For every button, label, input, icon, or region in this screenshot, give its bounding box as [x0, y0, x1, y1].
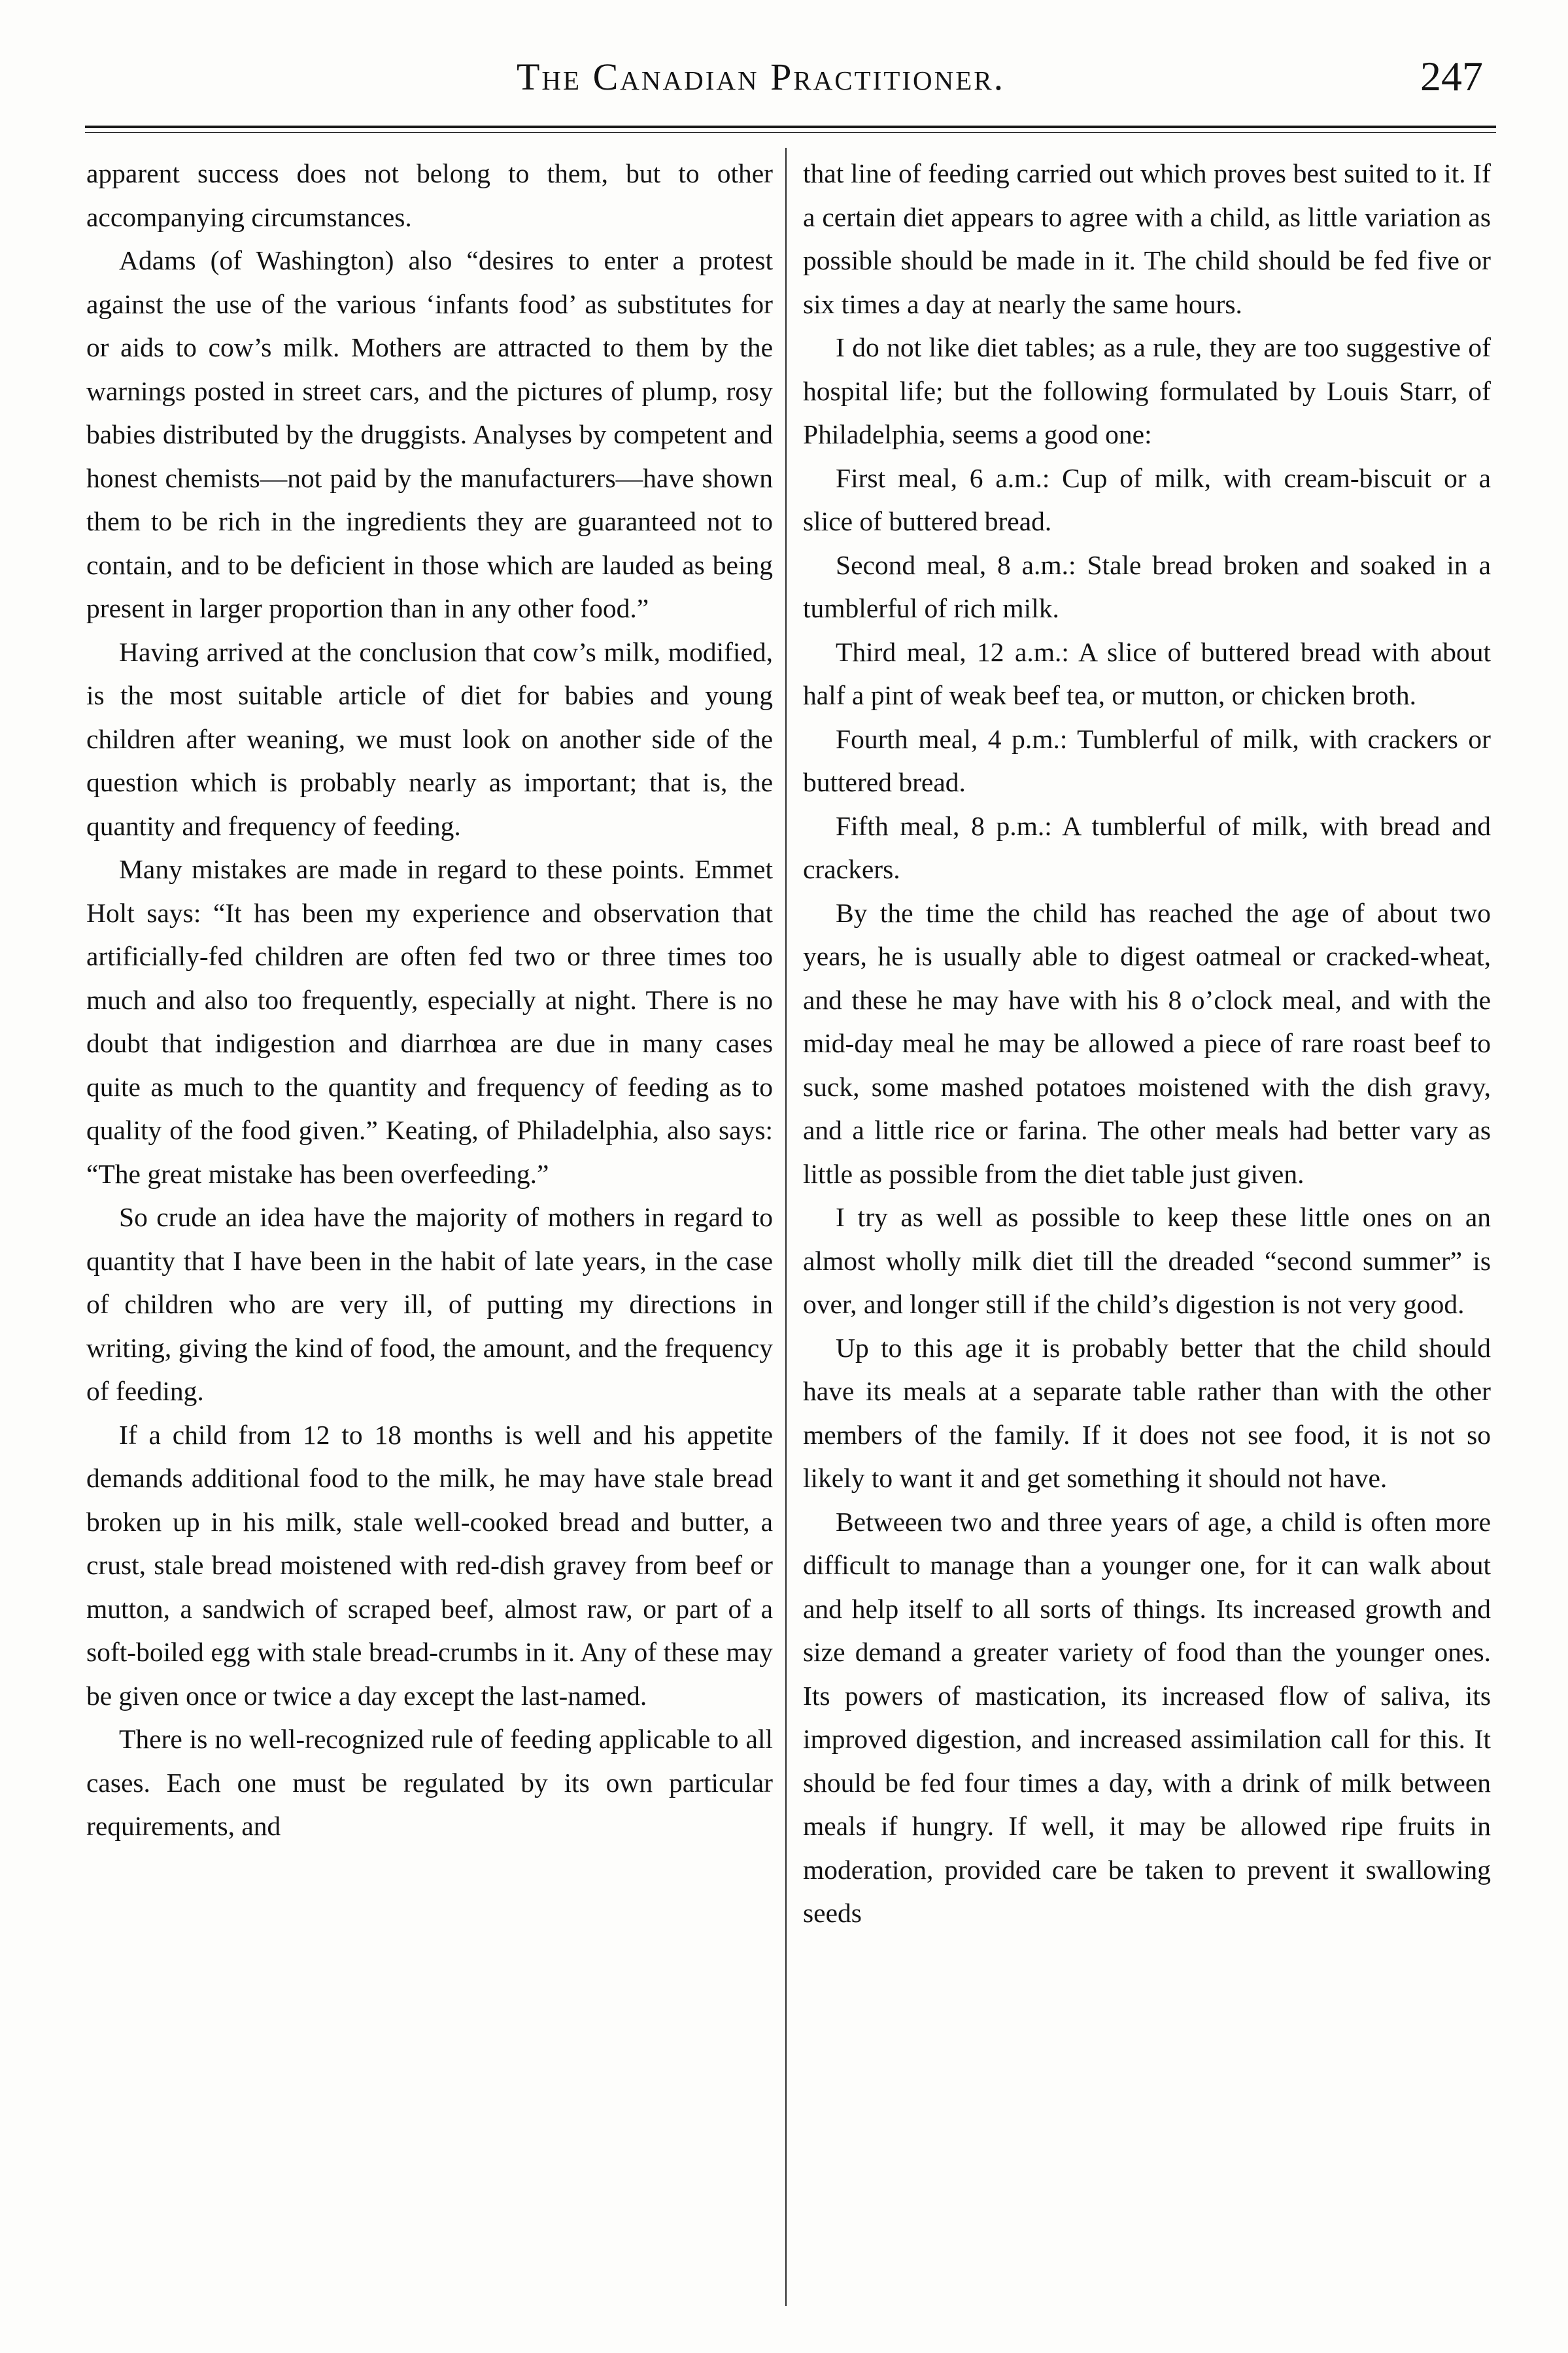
- paragraph: I try as well as possible to keep these little ones on an almost wholly milk diet till the dreaded “second summer” is over, and longer still if the child’s digestion is not very good.: [803, 1202, 1491, 1319]
- journal-title: The Canadian Practitioner.: [517, 56, 1006, 98]
- column-divider: [785, 148, 787, 2306]
- paragraph: Many mistakes are made in regard to these points. Emmet Holt says: “It has been my experience and observation that artificially-fed children are often fed two or three times too much and also too frequently, especially at night. There is no doubt that indigestion and diarrhœa are due in many cases quite as much to the quantity and frequency of feeding as to quality of the food given.” Keating, of Philadelphia, also says: “The great mistake has been overfeeding.”: [86, 854, 773, 1189]
- diet-table-entry: Fifth meal, 8 p.m.: A tumblerful of milk, with bread and crackers.: [803, 810, 1491, 884]
- paragraph: apparent success does not belong to them, but to other accompanying circumstances.: [86, 158, 773, 232]
- page-number: 247: [1420, 53, 1483, 99]
- paragraph: Adams (of Washington) also “desires to enter a protest against the use of the various ‘infants food’ as substitutes for or aids to cow’s milk. Mothers are attracted to them by the warnings posted in street cars, and the pictures of plump, rosy babies distributed by the druggists. Analyses by competent and honest chemists—not paid by the manufacturers—have shown them to be rich in the ingredients they are guaranteed not to contain, and to be deficient in those which are lauded as being present in larger proportion than in any other food.”: [86, 245, 773, 623]
- paragraph: By the time the child has reached the age of about two years, he is usually able to digest oatmeal or cracked-wheat, and these he may have with his 8 o’clock meal, and with the mid-day meal he may be allowed a piece of rare roast beef to suck, some mashed potatoes moistened with the dish gravy, and a little rice or farina. The other meals had better vary as little as possible from the diet table just given.: [803, 897, 1491, 1189]
- diet-table-entry: Second meal, 8 a.m.: Stale bread broken and soaked in a tumblerful of rich milk.: [803, 549, 1491, 623]
- header-rule: [85, 126, 1496, 128]
- diet-table-entry: First meal, 6 a.m.: Cup of milk, with cream-biscuit or a slice of buttered bread.: [803, 462, 1491, 536]
- running-head: [0, 46, 1568, 105]
- paragraph: Having arrived at the conclusion that cow’s milk, modified, is the most suitable article of diet for babies and young children after weaning, we must look on another side of the question which is probably nearly as important; that is, the quantity and frequency of feeding.: [86, 636, 773, 841]
- diet-table-entry: Third meal, 12 a.m.: A slice of buttered bread with about half a pint of weak beef tea, or mutton, or chicken broth.: [803, 636, 1491, 710]
- paragraph: If a child from 12 to 18 months is well and his appetite demands additional food to the milk, he may have stale bread broken up in his milk, stale well-cooked bread and butter, a crust, stale bread moistened with red-dish gravey from beef or mutton, a sandwich of scraped beef, almost raw, or part of a soft-boiled egg with stale bread-crumbs in it. Any of these may be given once or twice a day except the last-named.: [86, 1419, 773, 1711]
- paragraph: Up to this age it is probably better that the child should have its meals at a separate table rather than with the other members of the family. If it does not see food, it is not so likely to want it and get something it should not have.: [803, 1332, 1491, 1493]
- paragraph: There is no well-recognized rule of feeding applicable to all cases. Each one must be regulated by its own particular requirements, and: [86, 1724, 773, 1841]
- paragraph: I do not like diet tables; as a rule, they are too suggestive of hospital life; but the following formulated by Louis Starr, of Philadelphia, seems a good one:: [803, 332, 1491, 449]
- paragraph: Betweeen two and three years of age, a child is often more difficult to manage than a younger one, for it can walk about and help itself to all sorts of things. Its increased growth and size demand a greater variety of food than the younger ones. Its powers of mastication, its increased flow of saliva, its improved digestion, and increased assimilation call for this. It should be fed four times a day, with a drink of milk between meals if hungry. If well, it may be allowed ripe fruits in moderation, provided care be taken to prevent it swallowing seeds: [803, 1506, 1491, 1928]
- paragraph: that line of feeding carried out which proves best suited to it. If a certain diet appears to agree with a child, as little variation as possible should be made in it. The child should be fed five or six times a day at nearly the same hours.: [803, 158, 1491, 319]
- header-rule-thin: [85, 132, 1496, 133]
- left-column: [86, 152, 773, 1848]
- right-column: [803, 152, 1491, 1935]
- diet-table-entry: Fourth meal, 4 p.m.: Tumblerful of milk, with crackers or buttered bread.: [803, 723, 1491, 797]
- paragraph: So crude an idea have the majority of mothers in regard to quantity that I have been in the habit of late years, in the case of children who are very ill, of putting my directions in writing, giving the kind of food, the amount, and the frequency of feeding.: [86, 1202, 773, 1406]
